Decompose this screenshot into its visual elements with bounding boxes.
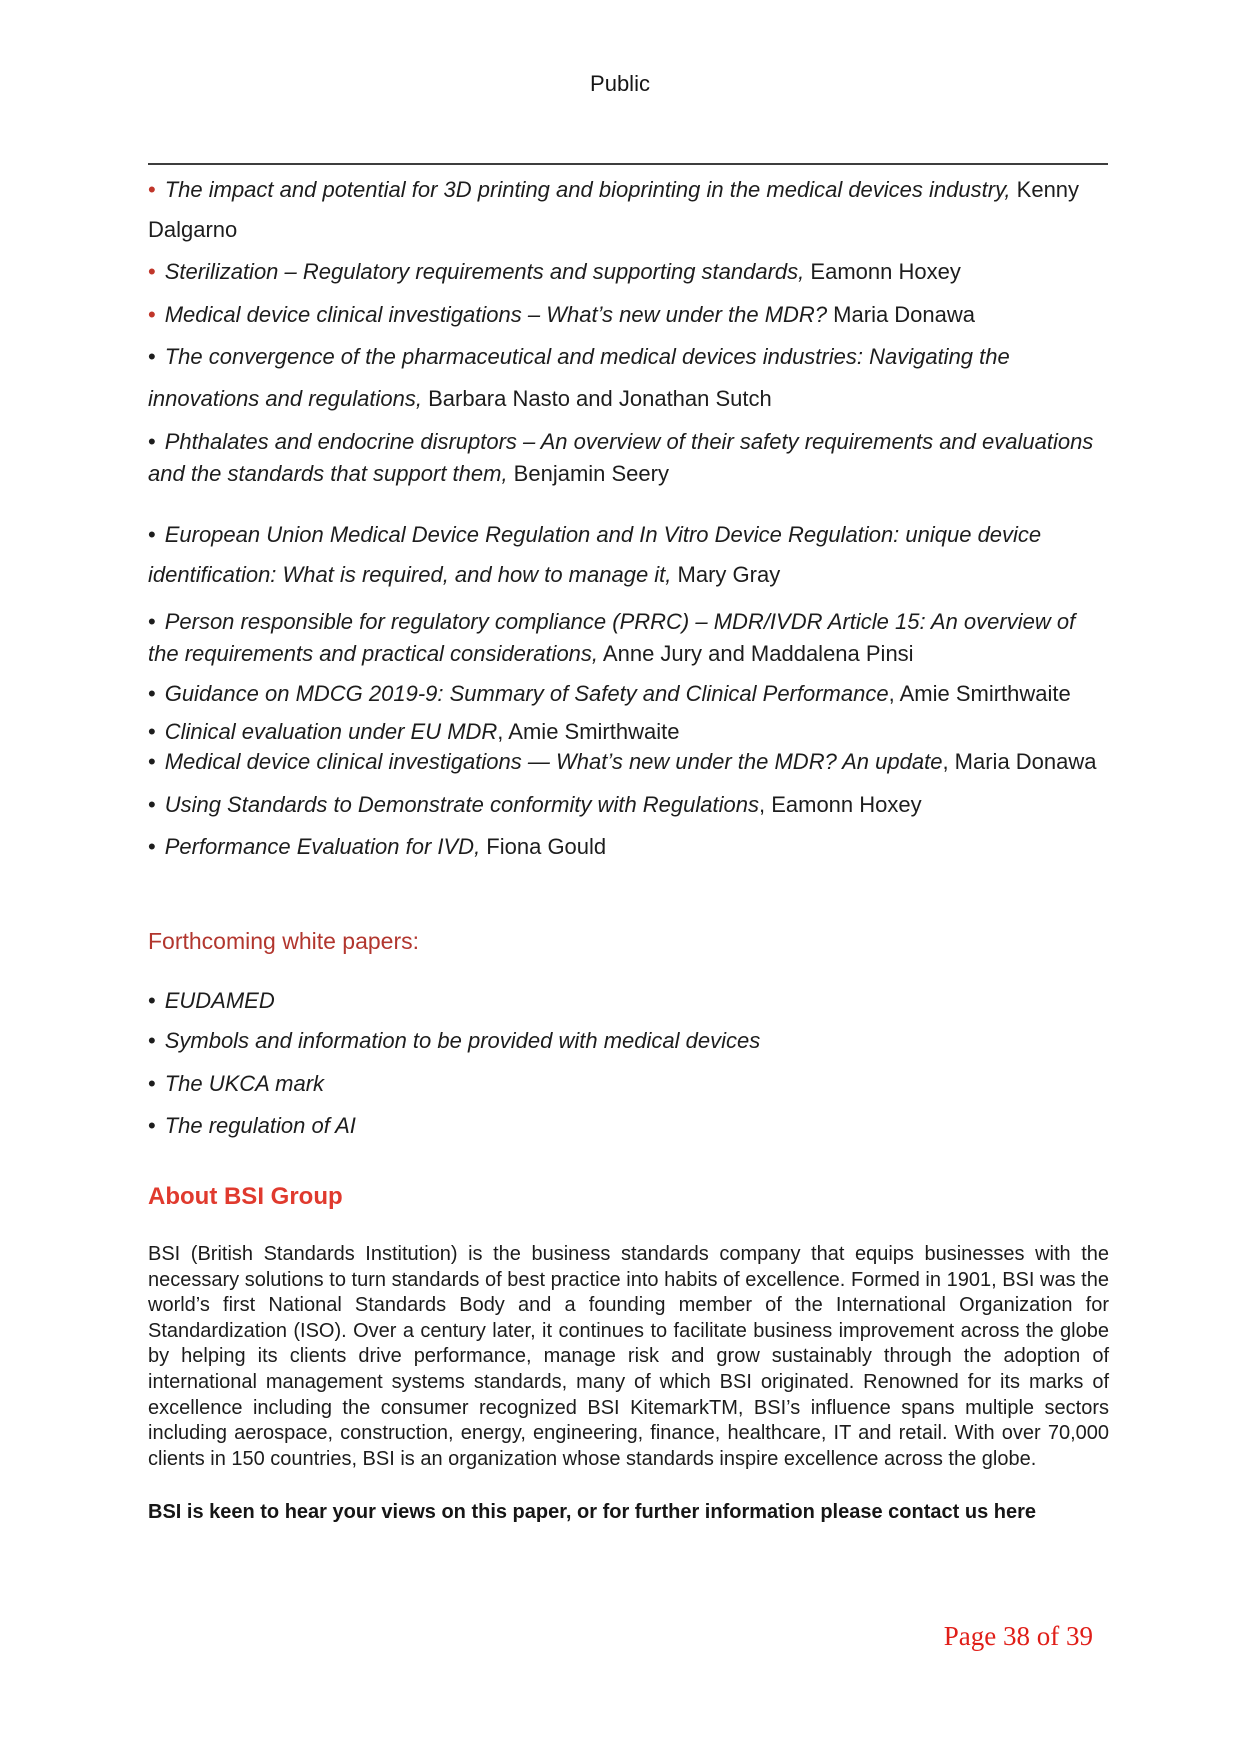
forthcoming-title: Symbols and information to be provided with medical devices <box>164 1028 761 1053</box>
paper-author: , Eamonn Hoxey <box>758 792 922 817</box>
bullet-icon: • <box>148 177 156 202</box>
bullet-icon: • <box>148 522 156 547</box>
paper-title: The impact and potential for 3D printing and bioprinting in the medical devices industry, <box>164 177 1011 202</box>
paper-author: Anne Jury and Maddalena Pinsi <box>598 641 914 666</box>
paper-author: Maria Donawa <box>827 302 976 327</box>
paper-list-item <box>148 295 1110 335</box>
about-bsi-paragraph: BSI (British Standards Institution) is the business standards company that equips businesses with the necessary solutions to turn standards of best practice into habits of excellence. Formed in 1901, BSI was the world’s first National Standards Body and a founding member of the International Organization for Standardization (ISO). Over a century later, it continues to facilitate business improvement across the globe by helping its clients drive performance, manage risk and grow sustainably through the adoption of international management systems standards, many of which BSI originated. Renowned for its marks of excellence including the consumer recognized BSI KitemarkTM, BSI’s influence spans multiple sectors including aerospace, construction, energy, engineering, finance, healthcare, IT and retail. With over 70,000 clients in 150 countries, BSI is an organization whose standards inspire excellence across the globe. <box>148 1243 1109 1470</box>
paper-author: , Maria Donawa <box>942 749 1097 774</box>
bullet-icon: • <box>148 609 156 634</box>
paper-author: Mary Gray <box>671 562 781 587</box>
paper-title: Guidance on MDCG 2019-9: Summary of Safety and Clinical Performance <box>164 681 889 706</box>
bullet-icon: • <box>148 1113 156 1138</box>
paper-list-item <box>148 170 1110 250</box>
bullet-icon: • <box>148 429 156 454</box>
paper-author: , Amie Smirthwaite <box>497 719 680 744</box>
about-bsi-heading: About BSI Group <box>148 1183 343 1210</box>
bullet-icon: • <box>148 749 156 774</box>
forthcoming-title: The UKCA mark <box>164 1071 325 1096</box>
bullet-icon: • <box>148 834 156 859</box>
paper-author: Benjamin Seery <box>507 461 669 486</box>
forthcoming-list-item <box>148 1071 1110 1097</box>
forthcoming-title: EUDAMED <box>164 988 275 1013</box>
bullet-icon: • <box>148 1071 156 1096</box>
paper-title: Performance Evaluation for IVD, <box>164 834 481 859</box>
paper-title: Phthalates and endocrine disruptors – An overview of their safety requirements and evaluations and the standards that support them, <box>148 429 1094 486</box>
bullet-icon: • <box>148 344 156 369</box>
horizontal-rule <box>148 163 1108 165</box>
bullet-icon: • <box>148 1028 156 1053</box>
bullet-icon: • <box>148 259 156 284</box>
paper-author: Kenny Dalgarno <box>148 177 1080 242</box>
paper-list-item <box>148 336 1110 420</box>
page-header-classification: Public <box>590 71 650 96</box>
paper-list-item <box>148 252 1110 292</box>
paper-title: The convergence of the pharmaceutical and medical devices industries: Navigating the innovations and regulations, <box>148 344 1010 411</box>
paper-author: Eamonn Hoxey <box>804 259 961 284</box>
paper-list-item <box>148 827 1110 867</box>
paper-list-item <box>148 606 1110 670</box>
paper-list-item <box>148 515 1110 595</box>
paper-list-item <box>148 785 1110 825</box>
paper-title: Medical device clinical investigations – What’s new under the MDR? <box>164 302 828 327</box>
paper-title: Sterilization – Regulatory requirements and supporting standards, <box>164 259 805 284</box>
paper-title: Using Standards to Demonstrate conformity with Regulations <box>164 792 759 817</box>
paper-title: European Union Medical Device Regulation and In Vitro Device Regulation: unique device identification: What is required, and how to manage it, <box>148 522 1042 587</box>
contact-line: BSI is keen to hear your views on this paper, or for further information please contact us here <box>148 1501 1036 1523</box>
bullet-icon: • <box>148 792 156 817</box>
forthcoming-list-item <box>148 1028 1110 1054</box>
paper-title: Person responsible for regulatory compliance (PRRC) – MDR/IVDR Article 15: An overview of the requirements and practical considerations, <box>148 609 1076 666</box>
paper-author: , Amie Smirthwaite <box>888 681 1071 706</box>
forthcoming-list-item <box>148 1113 1110 1139</box>
forthcoming-title: The regulation of AI <box>164 1113 356 1138</box>
paper-list-item <box>148 426 1110 490</box>
paper-list-item <box>148 674 1110 714</box>
paper-author: Fiona Gould <box>480 834 607 859</box>
paper-list-item <box>148 742 1110 782</box>
page-number: Page 38 of 39 <box>943 1621 1093 1651</box>
forthcoming-list-item <box>148 988 1110 1014</box>
bullet-icon: • <box>148 988 156 1013</box>
bullet-icon: • <box>148 681 156 706</box>
forthcoming-heading: Forthcoming white papers: <box>148 928 420 954</box>
bullet-icon: • <box>148 302 156 327</box>
paper-author: Barbara Nasto and Jonathan Sutch <box>421 386 772 411</box>
paper-title: Medical device clinical investigations — What’s new under the MDR? An update <box>164 749 943 774</box>
paper-title: Clinical evaluation under EU MDR <box>164 719 498 744</box>
bullet-icon: • <box>148 719 156 744</box>
